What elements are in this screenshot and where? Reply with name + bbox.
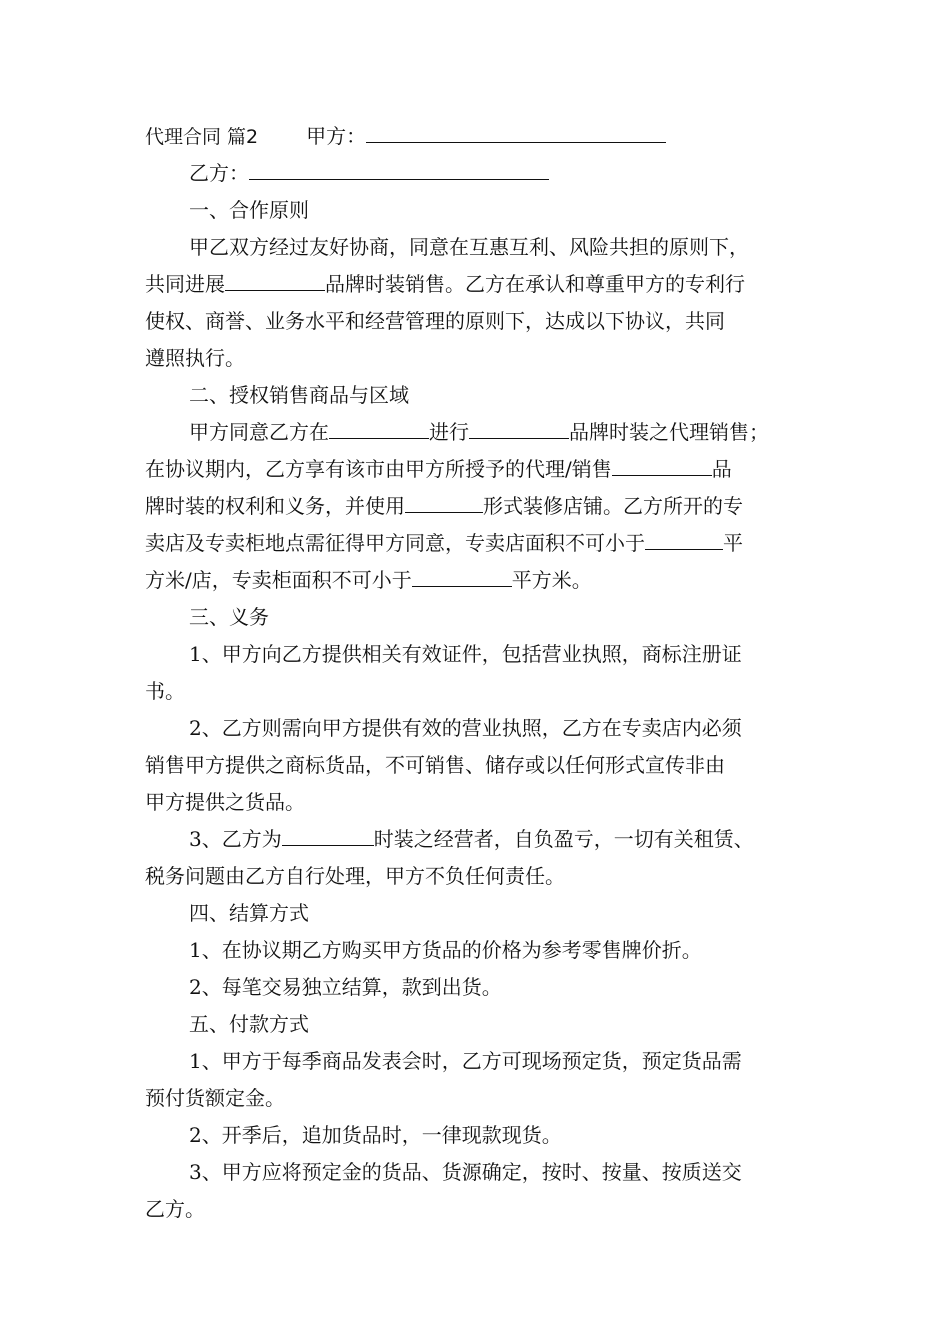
page-title: 代理合同 篇2 <box>145 126 259 148</box>
paragraph-line: 1、甲方于每季商品发表会时，乙方可现场预定货，预定货品需 <box>189 1049 742 1073</box>
paragraph-line: 使权、商誉、业务水平和经营管理的原则下，达成以下协议，共同 <box>145 309 725 333</box>
paragraph-line: 书。 <box>145 679 185 703</box>
paragraph-line: 方米/店，专卖柜面积不可小于 平方米。 <box>145 562 805 599</box>
party-b-line <box>145 155 805 192</box>
party-a-blank <box>366 118 666 143</box>
section-heading: 三、义务 <box>189 605 269 629</box>
paragraph-line: 销售甲方提供之商标货品，不可销售、储存或以任何形式宣传非由 <box>145 753 725 777</box>
store-area-blank <box>645 525 723 550</box>
contract-document <box>145 118 805 1228</box>
paragraph-line: 2、每笔交易独立结算，款到出货。 <box>189 975 502 999</box>
paragraph-line: 2、乙方则需向甲方提供有效的营业执照，乙方在专卖店内必须 <box>189 716 742 740</box>
party-a-label: 甲方： <box>306 124 367 148</box>
section-heading: 二、授权销售商品与区域 <box>189 383 409 407</box>
paragraph-line: 1、在协议期乙方购买甲方货品的价格为参考零售牌价折。 <box>189 938 702 962</box>
paragraph-line: 甲方同意乙方在 进行 品牌时装之代理销售； <box>145 414 805 451</box>
brand-blank <box>612 451 712 476</box>
counter-area-blank <box>412 562 512 587</box>
decoration-form-blank <box>405 488 483 513</box>
region-blank <box>329 414 429 439</box>
paragraph-line: 3、甲方应将预定金的货品、货源确定，按时、按量、按质送交 <box>189 1160 742 1184</box>
paragraph-line: 2、开季后，追加货品时，一律现款现货。 <box>189 1123 562 1147</box>
paragraph-line: 卖店及专卖柜地点需征得甲方同意，专卖店面积不可小于 平 <box>145 525 805 562</box>
section-heading: 五、付款方式 <box>189 1012 309 1036</box>
paragraph-line: 甲方提供之货品。 <box>145 790 305 814</box>
paragraph-line: 乙方。 <box>145 1197 205 1221</box>
section-heading: 四、结算方式 <box>189 901 309 925</box>
paragraph-line: 3、乙方为 时装之经营者，自负盈亏，一切有关租赁、 <box>145 821 805 858</box>
party-b-blank <box>249 155 549 180</box>
section-heading: 一、合作原则 <box>189 198 309 222</box>
paragraph-line: 甲乙双方经过友好协商，同意在互惠互利、风险共担的原则下， <box>189 235 749 259</box>
title-line <box>145 118 805 155</box>
paragraph-line: 共同进展 品牌时装销售。乙方在承认和尊重甲方的专利行 <box>145 266 805 303</box>
paragraph-line: 牌时装的权利和义务，并使用 形式装修店铺。乙方所开的专 <box>145 488 805 525</box>
party-b-label: 乙方： <box>189 161 249 185</box>
paragraph-line: 1、甲方向乙方提供相关有效证件，包括营业执照，商标注册证 <box>189 642 742 666</box>
brand-blank <box>282 821 374 846</box>
paragraph-line: 税务问题由乙方自行处理，甲方不负任何责任。 <box>145 864 565 888</box>
paragraph-line: 遵照执行。 <box>145 346 245 370</box>
brand-blank <box>469 414 569 439</box>
paragraph-line: 预付货额定金。 <box>145 1086 285 1110</box>
paragraph-line: 在协议期内，乙方享有该市由甲方所授予的代理/销售 品 <box>145 451 805 488</box>
brand-blank <box>225 266 325 291</box>
